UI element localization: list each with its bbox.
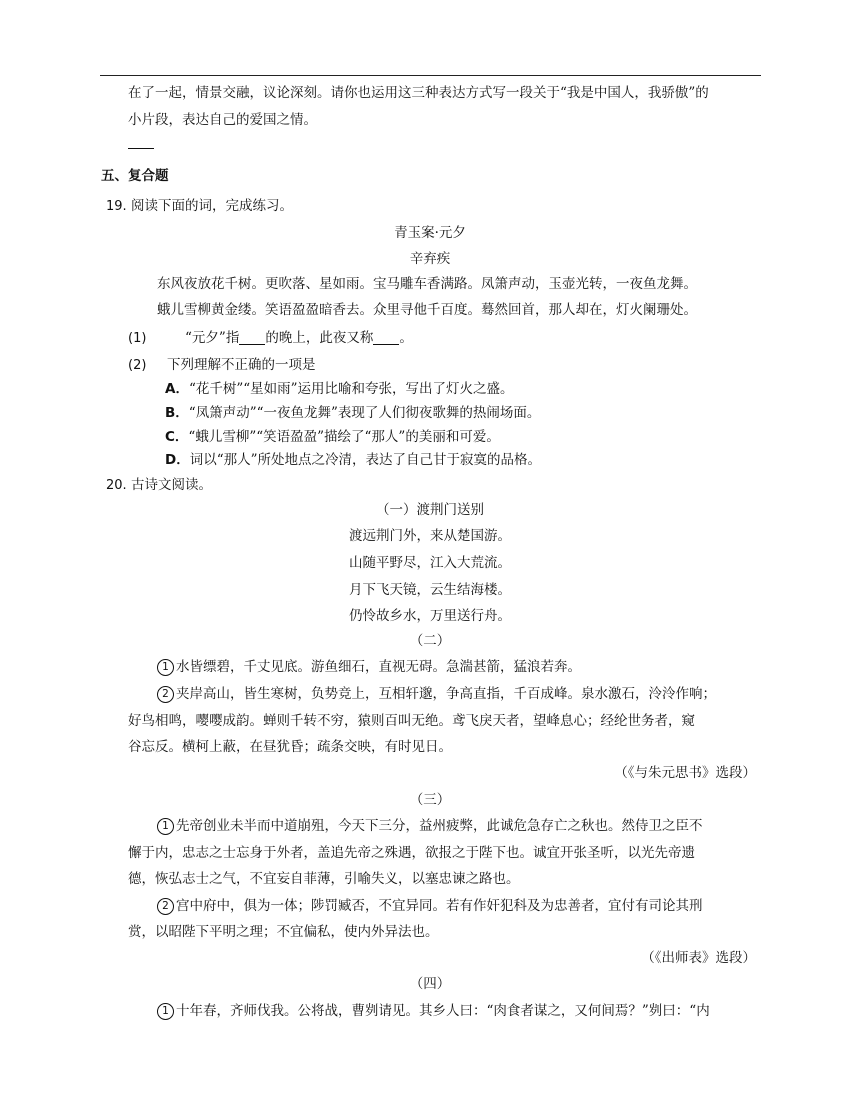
paragraph-line [157,896,703,916]
option-a[interactable] [165,379,514,399]
answer-blank[interactable] [239,330,265,345]
circled-number: 2 [157,686,174,703]
text-line: 在了一起，情景交融，议论深刻。请你也运用这三种表达方式写一段关于“我是中国人，我骄傲”的 [128,85,709,101]
option-c[interactable] [165,427,500,447]
question-19 [106,196,293,217]
subquestion-text: “元夕”指 [185,330,240,346]
poem-line: 蛾儿雪柳黄金缕。笑语盈盈暗香去。众里寻他千百度。蓦然回首，那人却在，灯火阑珊处。 [157,302,697,318]
paragraph-text: 宫中府中，俱为一体；陟罚臧否，不宜异同。若有作奸犯科及为忠善者，宜付有司论其刑 [176,898,703,914]
subquestion-text: 。 [399,330,413,346]
option-text: “花千树”“星如雨”运用比喻和夸张，写出了灯火之盛。 [188,381,514,397]
subquestion-number: (2) [128,358,147,373]
poem-title: 青玉案·元夕 [394,225,466,241]
question-20 [106,475,212,496]
circled-number: 1 [157,1003,174,1020]
question-stem: 阅读下面的词，完成练习。 [130,198,293,214]
poem-line: 东风夜放花千树。更吹落、星如雨。宝马雕车香满路。凤箫声动，玉壶光转，一夜鱼龙舞。 [157,276,697,292]
paragraph-line [157,1001,710,1021]
circled-number: 1 [157,659,174,676]
header-rule [100,75,761,76]
poem-line: 山随平野尽，江入大荒流。 [349,555,511,571]
option-d[interactable] [165,450,541,470]
paragraph-line: 赏，以昭陛下平明之理；不宜偏私，使内外异法也。 [128,924,439,940]
answer-line [128,148,154,149]
part-title: （一）渡荆门送别 [376,502,484,518]
poem-line: 月下飞天镜，云生结海楼。 [349,582,511,598]
paragraph-line: 德，恢弘志士之气，不宜妄自菲薄，引喻失义，以塞忠谏之路也。 [128,871,520,887]
source-citation: （《出师表》选段） [641,950,756,966]
subquestion-2 [128,355,316,376]
paragraph-line [157,816,703,836]
question-number: 19. [106,199,127,214]
paragraph-text: 夹岸高山，皆生寒树，负势竞上，互相轩邈，争高直指，千百成峰。泉水激石，泠泠作响； [176,686,716,702]
part-title: （三） [409,792,451,808]
option-b[interactable] [165,403,540,423]
poem-line: 仍怜故乡水，万里送行舟。 [349,608,511,624]
question-number: 20. [106,478,127,493]
part-title: （二） [409,633,451,649]
option-label: D． [165,452,190,468]
option-text: “凤箫声动”“一夜鱼龙舞”表现了人们彻夜歌舞的热闹场面。 [188,405,541,421]
option-text: “蛾儿雪柳”“笑语盈盈”描绘了“那人”的美丽和可爱。 [188,429,500,445]
source-citation: （《与朱元思书》选段） [614,765,756,781]
option-label: B． [165,405,189,421]
poem-author: 辛弃疾 [409,251,451,267]
circled-number: 1 [157,818,174,835]
paragraph-line [157,657,581,677]
paragraph-text: 水皆缥碧，千丈见底。游鱼细石，直视无碍。急湍甚箭，猛浪若奔。 [176,659,581,675]
option-label: A． [165,381,189,397]
answer-blank[interactable] [373,330,399,345]
paragraph-text: 十年春，齐师伐我。公将战，曹刿请见。其乡人曰：“肉食者谋之，又何间焉？”刿曰：“内 [176,1003,710,1019]
subquestion-text: 下列理解不正确的一项是 [167,357,316,373]
text-line: 小片段，表达自己的爱国之情。 [128,112,317,128]
section-title: 五、复合题 [101,168,169,184]
paragraph-line: 谷忘反。横柯上蔽，在昼犹昏；疏条交映，有时见日。 [128,739,452,755]
part-title: （四） [409,976,451,992]
circled-number: 2 [157,898,174,915]
option-text: 词以“那人”所处地点之冷清，表达了自己甘于寂寞的品格。 [189,452,542,468]
question-stem: 古诗文阅读。 [130,477,212,493]
paragraph-line: 懈于内，忠志之士忘身于外者，盖追先帝之殊遇，欲报之于陛下也。诚宜开张圣听，以光先帝遗 [128,845,695,861]
poem-line: 渡远荆门外，来从楚国游。 [349,528,511,544]
subquestion-1 [128,328,413,349]
paragraph-line: 好鸟相鸣，嘤嘤成韵。蝉则千转不穷，猿则百叫无绝。鸢飞戾天者，望峰息心；经纶世务者，窥 [128,713,695,729]
paragraph-line [157,684,716,704]
option-label: C． [165,429,189,445]
subquestion-number: (1) [128,331,147,346]
subquestion-text: 的晚上，此夜又称 [265,330,374,346]
paragraph-text: 先帝创业未半而中道崩殂，今天下三分，益州疲弊，此诚危急存亡之秋也。然侍卫之臣不 [176,818,703,834]
